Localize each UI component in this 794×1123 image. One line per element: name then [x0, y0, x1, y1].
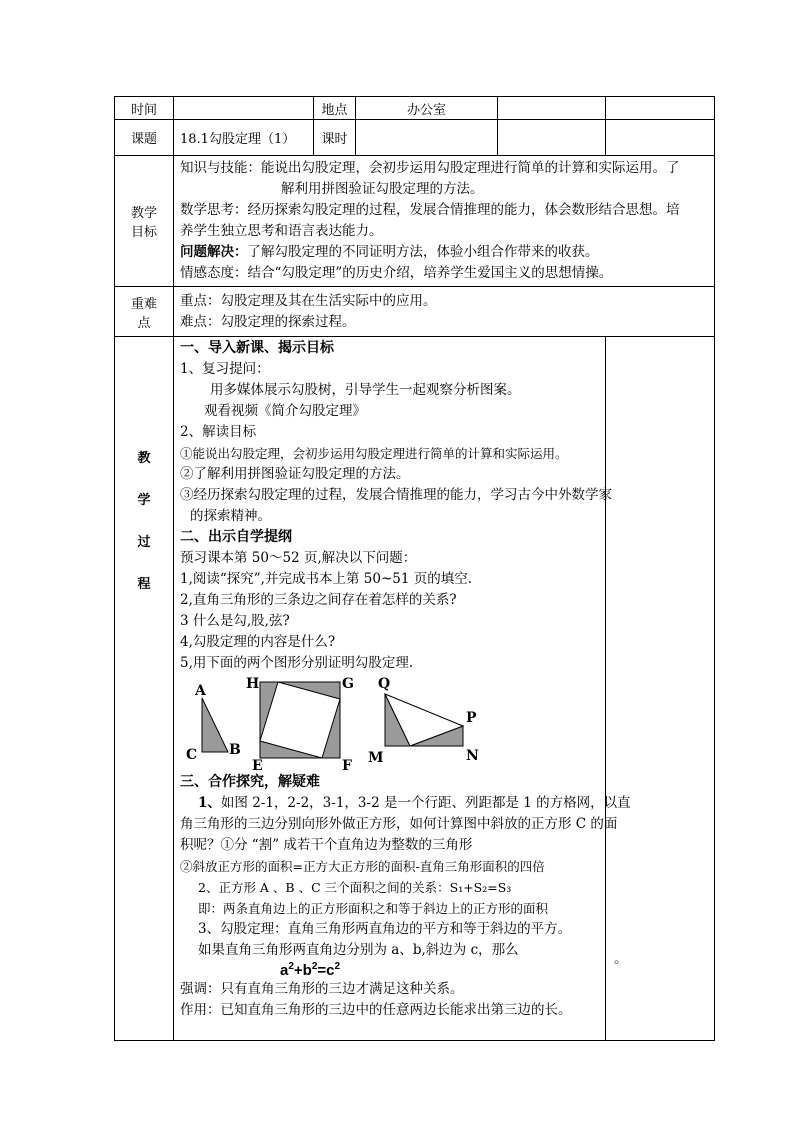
question-1: 1,阅读“探究”,并完成书本上第 50~51 页的填空. [180, 571, 473, 587]
row-process [115, 337, 715, 1041]
question-4: 4,勾股定理的内容是什么? [180, 634, 336, 650]
goal-1: ①能说出勾股定理，会初步运用勾股定理进行简单的计算和实际运用。 [180, 446, 568, 461]
key-points-label-line1: 重难 [130, 296, 157, 312]
time-value [174, 97, 314, 120]
problem-label: 问题解决： [180, 244, 248, 260]
process-label [115, 337, 174, 1041]
knowledge-text-1: 能说出勾股定理，会初步运用勾股定理进行简单的计算和实际运用。了 [261, 160, 680, 176]
label-n: N [466, 748, 479, 764]
goal-3a: ③经历探索勾股定理的过程，发展合情推理的能力，学习古今中外数学家 [180, 487, 612, 503]
topic-value: 18.1勾股定理（1） [174, 120, 314, 156]
key-points-label [115, 287, 174, 337]
review-line2: 观看视频《简介勾股定理》 [204, 403, 366, 419]
label-g: G [342, 676, 354, 692]
label-c: C [186, 747, 198, 763]
empty-cell [498, 120, 606, 156]
row-goals [115, 156, 715, 287]
question-5: 5,用下面的两个图形分别证明勾股定理. [180, 655, 414, 671]
review-line1: 用多媒体展示勾股树，引导学生一起观察分析图案。 [210, 382, 521, 398]
explore-3: 3、勾股定理：直角三角形两直角边的平方和等于斜边的平方。 [198, 921, 572, 937]
math-text-1: 经历探索勾股定理的过程，发展合情推理的能力，体会数形结合思想。培 [247, 202, 680, 218]
label-e: E [252, 758, 263, 772]
section3-title: 三、合作探究，解疑难 [180, 774, 320, 790]
problem-text: 了解勾股定理的不同证明方法，体验小组合作带来的收获。 [247, 244, 599, 260]
proof-figures [180, 674, 599, 772]
topic-label: 课题 [115, 120, 174, 156]
row-key-points [115, 287, 715, 337]
goal-2: ②了解利用拼图验证勾股定理的方法。 [180, 466, 410, 482]
label-b: B [229, 742, 241, 758]
empty-cell [498, 97, 606, 120]
key-points-label-line2: 点 [137, 315, 151, 331]
emotion-label: 情感态度： [180, 265, 248, 281]
label-a: A [195, 683, 206, 699]
hours-value [356, 120, 498, 156]
explore-1c: 积呢？①分 “割” 成若干个直角边为整数的三角形 [180, 837, 473, 853]
label-f: F [342, 758, 352, 772]
explore-1b: 角三角形的三边分别向形外做正方形，如何计算图中斜放的正方形 C 的面 [180, 816, 618, 832]
label-q: Q [378, 676, 391, 692]
explore-2: 2、正方形 A 、B 、C 三个面积之间的关系：S₁+S₂=S₃ [198, 880, 512, 895]
knowledge-text-2: 解利用拼图验证勾股定理的方法。 [281, 181, 484, 197]
difficulty-text: 难点：勾股定理的探索过程。 [180, 313, 356, 330]
usage-text: 作用：已知直角三角形的三边中的任意两边长能求出第三边的长。 [180, 1002, 572, 1018]
goals-label [115, 156, 174, 287]
review-title: 1、复习提问： [180, 361, 270, 377]
row-topic [115, 120, 715, 156]
question-2: 2,直角三角形的三条边之间存在着怎样的关系? [180, 592, 457, 608]
lesson-plan-table [114, 96, 715, 1041]
emphasis-text: 强调：只有直角三角形的三边才满足这种关系。 [180, 981, 464, 997]
side-note-cell [606, 337, 715, 1041]
triangle-abc [202, 698, 228, 752]
empty-cell [606, 120, 715, 156]
goals-label-line1: 教学 [130, 206, 157, 221]
process-char-4: 程 [137, 577, 151, 592]
time-label: 时间 [115, 97, 174, 120]
explore-1-num: 1、 [198, 795, 221, 811]
question-3: 3 什么是勾,股,弦? [180, 613, 290, 629]
process-content [174, 337, 631, 1041]
process-char-2: 学 [137, 493, 151, 508]
section1-title: 一、导入新课、揭示目标 [180, 340, 334, 356]
hours-label: 课时 [314, 120, 356, 156]
knowledge-label: 知识与技能： [180, 160, 261, 176]
pythagorean-formula: $a^2+b^2=c^2$ [280, 961, 341, 979]
goals-content [174, 156, 715, 287]
proof-figures-svg [180, 674, 620, 772]
process-char-3: 过 [137, 535, 151, 550]
lesson-plan-sheet [114, 96, 714, 1041]
preview-intro: 预习课本第 50～52 页,解决以下问题： [180, 550, 417, 566]
goal-title: 2、解读目标 [180, 424, 257, 440]
explore-1d: ②斜放正方形的面积=正方大正方形的面积-直角三角形面积的四倍 [180, 859, 545, 874]
focus-text: 重点：勾股定理及其在生活实际中的应用。 [180, 292, 437, 309]
place-label: 地点 [314, 97, 356, 120]
math-label: 数学思考： [180, 202, 248, 218]
goals-label-line2: 目标 [130, 225, 157, 240]
label-p: P [466, 710, 477, 726]
row-time-place [115, 97, 715, 120]
place-value: 办公室 [356, 97, 498, 120]
section2-title: 二、出示自学提纲 [180, 529, 292, 545]
explore-3b: 如果直角三角形两直角边分别为 a、b,斜边为 c，那么 [198, 942, 519, 958]
process-char-1: 教 [137, 451, 151, 466]
label-h: H [246, 676, 260, 692]
explore-2b: 即：两条直角边上的正方形面积之和等于斜边上的正方形的面积 [198, 901, 549, 916]
empty-cell [606, 97, 715, 120]
side-note: 。 [614, 951, 628, 967]
explore-1a: 如图 2-1，2-2，3-1，3-2 是一个行距、列距都是 1 的方格网，以直 [220, 795, 631, 811]
key-points-content [174, 287, 715, 337]
label-m: M [368, 750, 384, 766]
emotion-text: 结合“勾股定理”的历史介绍，培养学生爱国主义的思想情操。 [247, 265, 613, 281]
goal-3b: 的探索精神。 [190, 508, 271, 524]
math-text-2: 养学生独立思考和语言表达能力。 [180, 223, 383, 239]
